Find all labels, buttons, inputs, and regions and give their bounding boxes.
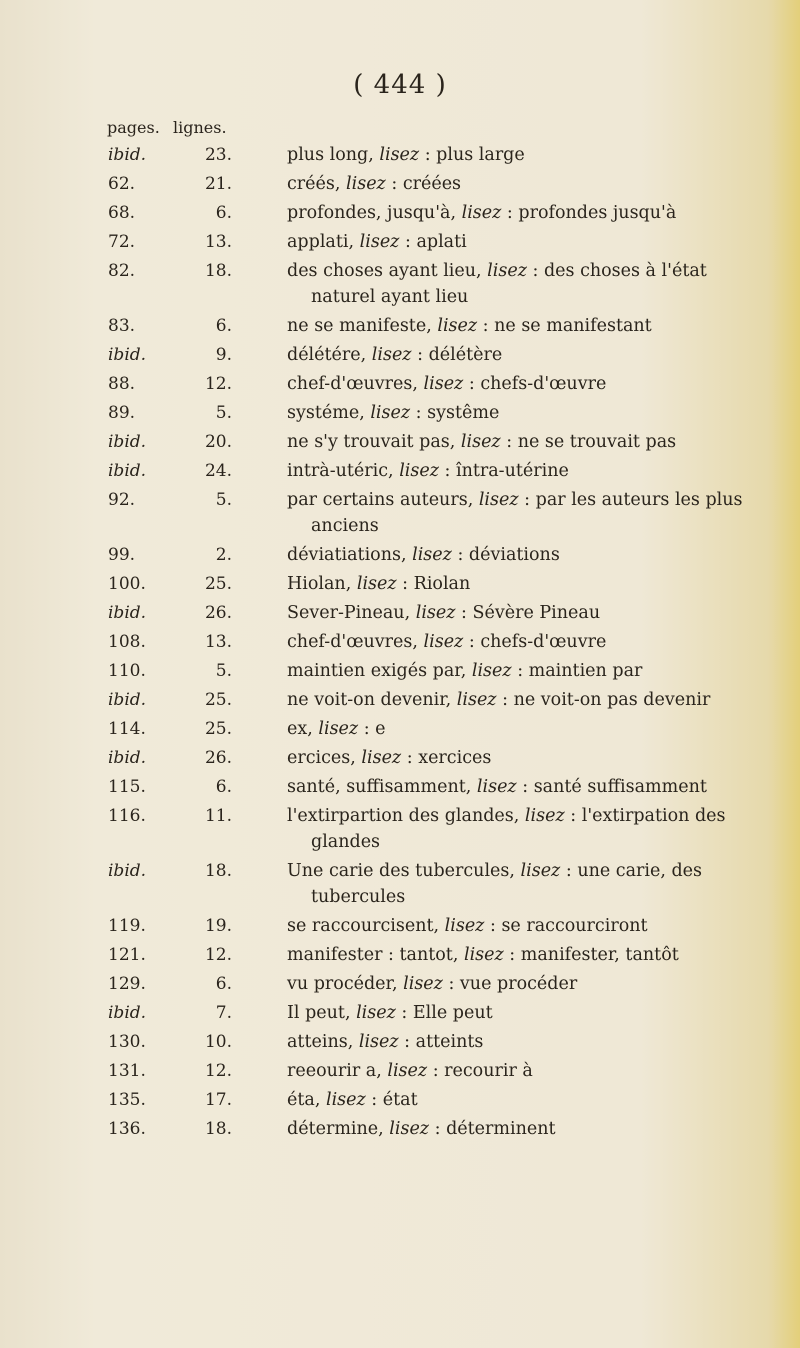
errata-line: 5 . (188, 487, 232, 513)
errata-page: 135. (108, 1090, 146, 1110)
errata-correction: vu procéder, lisez : vue procéder (287, 974, 578, 994)
lisez-label: lisez (478, 490, 519, 510)
errata-right: plus large (436, 145, 525, 165)
errata-correction: atteins, lisez : atteints (287, 1032, 484, 1052)
errata-right: état (382, 1090, 418, 1110)
errata-row (0, 571, 800, 597)
errata-wrong: ne s'y trouvait pas (287, 432, 450, 452)
errata-row (0, 803, 800, 855)
lisez-label: lisez (437, 316, 478, 336)
errata-correction: reeourir a, lisez : recourir à (287, 1061, 533, 1081)
errata-correction: ne s'y trouvait pas, lisez : ne se trouvait pas (287, 432, 677, 452)
lisez-label: lisez (524, 806, 565, 826)
errata-row (0, 429, 800, 455)
errata-correction: détermine, lisez : déterminent (287, 1119, 556, 1139)
errata-wrong: chef-d'œuvres (287, 632, 413, 652)
errata-page: 83. (108, 316, 136, 336)
errata-correction: chef-d'œuvres, lisez : chefs-d'œuvre (287, 632, 607, 652)
errata-line: 25 . (188, 571, 232, 597)
errata-row (0, 458, 800, 484)
errata-line: 6 . (188, 200, 232, 226)
errata-page: 131. (108, 1061, 146, 1081)
lisez-label: lisez (389, 1119, 430, 1139)
errata-right: une carie, des tubercules (311, 861, 703, 907)
errata-line: 9 . (188, 342, 232, 368)
errata-row (0, 542, 800, 568)
errata-line: 6 . (188, 313, 232, 339)
errata-page: 130. (108, 1032, 146, 1052)
errata-line: 25 . (188, 716, 232, 742)
errata-correction: santé, suffisamment, lisez : santé suffisamment (287, 777, 707, 797)
errata-wrong: créés (287, 174, 335, 194)
errata-wrong: délétére (287, 345, 361, 365)
errata-right: chefs-d'œuvre (480, 374, 607, 394)
errata-page: ibid. (108, 861, 147, 881)
errata-row (0, 687, 800, 713)
errata-page: 89. (108, 403, 136, 423)
errata-row (0, 200, 800, 226)
errata-row (0, 258, 800, 310)
errata-right: déterminent (446, 1119, 556, 1139)
lisez-label: lisez (456, 690, 497, 710)
errata-page: ibid. (108, 432, 147, 452)
errata-line: 6 . (188, 774, 232, 800)
errata-page: 114. (108, 719, 146, 739)
errata-row (0, 716, 800, 742)
errata-correction: Sever-Pineau, lisez : Sévère Pineau (287, 603, 601, 623)
lisez-label: lisez (423, 632, 464, 652)
errata-correction: se raccourcisent, lisez : se raccourciront (287, 916, 648, 936)
errata-wrong: vu procéder (287, 974, 392, 994)
errata-line: 6 . (188, 971, 232, 997)
errata-correction: intrà-utéric, lisez : întra-utérine (287, 461, 569, 481)
errata-correction: plus long, lisez : plus large (287, 145, 525, 165)
errata-line: 18 . (188, 1116, 232, 1142)
column-header-pages: pages. (107, 118, 160, 137)
errata-wrong: santé, suffisamment (287, 777, 466, 797)
errata-wrong: des choses ayant lieu (287, 261, 477, 281)
errata-page: 121. (108, 945, 146, 965)
errata-row (0, 313, 800, 339)
errata-line: 23 . (188, 142, 232, 168)
errata-right: créées (402, 174, 462, 194)
errata-row (0, 400, 800, 426)
errata-page: ibid. (108, 461, 147, 481)
errata-row (0, 858, 800, 910)
errata-row (0, 774, 800, 800)
lisez-label: lisez (361, 748, 402, 768)
errata-right: profondes jusqu'à (518, 203, 677, 223)
errata-line: 24 . (188, 458, 232, 484)
errata-page: ibid. (108, 748, 147, 768)
errata-wrong: déviatiations (287, 545, 401, 565)
lisez-label: lisez (399, 461, 439, 481)
errata-wrong: chef-d'œuvres (287, 374, 413, 394)
errata-wrong: Sever-Pineau (287, 603, 405, 623)
errata-right: systême (427, 403, 500, 423)
errata-page: 108. (108, 632, 146, 652)
errata-right: Elle peut (412, 1003, 493, 1023)
errata-wrong: systéme (287, 403, 360, 423)
errata-page: 72. (108, 232, 136, 252)
errata-right: par les auteurs les plus anciens (311, 490, 743, 536)
errata-list (0, 142, 800, 1142)
lisez-label: lisez (356, 1003, 396, 1023)
errata-line: 11 . (188, 803, 232, 829)
errata-wrong: atteins (287, 1032, 348, 1052)
errata-line: 5 . (188, 400, 232, 426)
errata-wrong: Il peut (287, 1003, 345, 1023)
errata-row (0, 913, 800, 939)
lisez-label: lisez (444, 916, 485, 936)
errata-line: 18 . (188, 858, 232, 884)
errata-row (0, 229, 800, 255)
errata-wrong: Hiolan (287, 574, 346, 594)
errata-page: ibid. (108, 1003, 147, 1023)
lisez-label: lisez (370, 403, 411, 423)
lisez-label: lisez (371, 345, 412, 365)
errata-right: ne se trouvait pas (517, 432, 677, 452)
errata-correction: maintien exigés par, lisez : maintien par (287, 661, 643, 681)
lisez-label: lisez (520, 861, 561, 881)
lisez-label: lisez (487, 261, 527, 281)
errata-wrong: manifester : tantot (287, 945, 453, 965)
errata-correction: ne se manifeste, lisez : ne se manifestant (287, 316, 652, 336)
errata-row (0, 371, 800, 397)
errata-right: aplati (416, 232, 467, 252)
column-header-lines: lignes. (173, 118, 227, 137)
lisez-label: lisez (379, 145, 420, 165)
errata-page: 68. (108, 203, 136, 223)
errata-wrong: reeourir a (287, 1061, 377, 1081)
errata-page: 115. (108, 777, 146, 797)
errata-correction: éta, lisez : état (287, 1090, 418, 1110)
errata-line: 13 . (188, 629, 232, 655)
errata-wrong: ne se manifeste (287, 316, 427, 336)
errata-right: vue procéder (459, 974, 578, 994)
errata-right: des choses à l'état naturel ayant lieu (311, 261, 707, 307)
errata-right: ne se manifestant (494, 316, 652, 336)
errata-row (0, 1058, 800, 1084)
lisez-label: lisez (471, 661, 512, 681)
errata-page: ibid. (108, 690, 147, 710)
lisez-label: lisez (356, 574, 397, 594)
errata-page: ibid. (108, 603, 147, 623)
errata-row (0, 971, 800, 997)
lisez-label: lisez (318, 719, 359, 739)
errata-line: 26 . (188, 745, 232, 771)
errata-line: 13 . (188, 229, 232, 255)
errata-page: 82. (108, 261, 136, 281)
errata-right: santé suffisamment (533, 777, 707, 797)
errata-page: 99. (108, 545, 136, 565)
errata-right: Riolan (413, 574, 471, 594)
errata-line: 19 . (188, 913, 232, 939)
errata-page: 136. (108, 1119, 146, 1139)
errata-row (0, 745, 800, 771)
lisez-label: lisez (415, 603, 456, 623)
errata-right: întra-utérine (455, 461, 569, 481)
errata-correction: par certains auteurs, lisez : par les auteurs les plus anciens (287, 490, 743, 536)
errata-right: délétère (428, 345, 503, 365)
errata-wrong: plus long (287, 145, 369, 165)
errata-right: Sévère Pineau (472, 603, 601, 623)
errata-wrong: éta (287, 1090, 315, 1110)
lisez-label: lisez (403, 974, 443, 994)
errata-correction: ex, lisez : e (287, 719, 386, 739)
errata-page: ibid. (108, 345, 147, 365)
lisez-label: lisez (423, 374, 464, 394)
errata-page: ibid. (108, 145, 147, 165)
errata-wrong: ercices (287, 748, 351, 768)
errata-line: 12 . (188, 371, 232, 397)
errata-right: déviations (468, 545, 560, 565)
errata-right: xercices (418, 748, 492, 768)
errata-correction: ercices, lisez : xercices (287, 748, 492, 768)
errata-correction: Une carie des tubercules, lisez : une carie, des tubercules (287, 861, 703, 907)
errata-line: 20 . (188, 429, 232, 455)
errata-line: 10 . (188, 1029, 232, 1055)
errata-wrong: ex (287, 719, 308, 739)
errata-row (0, 942, 800, 968)
lisez-label: lisez (460, 432, 501, 452)
errata-right: chefs-d'œuvre (480, 632, 607, 652)
errata-right: se raccourciront (501, 916, 648, 936)
lisez-label: lisez (461, 203, 502, 223)
errata-page: 88. (108, 374, 136, 394)
errata-correction: chef-d'œuvres, lisez : chefs-d'œuvre (287, 374, 607, 394)
lisez-label: lisez (359, 232, 400, 252)
errata-line: 21 . (188, 171, 232, 197)
errata-wrong: détermine (287, 1119, 379, 1139)
errata-wrong: ne voit-on devenir (287, 690, 446, 710)
errata-line: 17 . (188, 1087, 232, 1113)
errata-line: 12 . (188, 1058, 232, 1084)
errata-line: 26 . (188, 600, 232, 626)
errata-correction: déviatiations, lisez : déviations (287, 545, 560, 565)
errata-page: 116. (108, 806, 146, 826)
errata-correction: applati, lisez : aplati (287, 232, 467, 252)
errata-line: 12 . (188, 942, 232, 968)
errata-row (0, 1029, 800, 1055)
errata-correction: ne voit-on devenir, lisez : ne voit-on pas devenir (287, 690, 711, 710)
errata-row (0, 342, 800, 368)
errata-correction: profondes, jusqu'à, lisez : profondes jusqu'à (287, 203, 677, 223)
errata-row (0, 629, 800, 655)
errata-correction: Il peut, lisez : Elle peut (287, 1003, 493, 1023)
errata-row (0, 142, 800, 168)
errata-correction: systéme, lisez : systême (287, 403, 500, 423)
errata-wrong: Une carie des tubercules (287, 861, 510, 881)
errata-right: ne voit-on pas devenir (513, 690, 711, 710)
errata-row (0, 600, 800, 626)
lisez-label: lisez (412, 545, 452, 565)
lisez-label: lisez (463, 945, 504, 965)
errata-wrong: l'extirpartion des glandes (287, 806, 514, 826)
errata-line: 5 . (188, 658, 232, 684)
errata-row (0, 171, 800, 197)
errata-row (0, 487, 800, 539)
page-number: ( 444 ) (353, 70, 447, 100)
errata-line: 2 . (188, 542, 232, 568)
errata-line: 7 . (188, 1000, 232, 1026)
errata-correction: Hiolan, lisez : Riolan (287, 574, 471, 594)
lisez-label: lisez (346, 174, 386, 194)
errata-page: 62. (108, 174, 136, 194)
lisez-label: lisez (476, 777, 517, 797)
errata-row (0, 658, 800, 684)
errata-right: maintien par (528, 661, 643, 681)
errata-wrong: intrà-utéric (287, 461, 389, 481)
errata-wrong: se raccourcisent (287, 916, 434, 936)
errata-right: l'extirpation des glandes (311, 806, 726, 852)
errata-wrong: applati (287, 232, 349, 252)
errata-correction: délétére, lisez : délétère (287, 345, 503, 365)
errata-page: 92. (108, 490, 136, 510)
errata-correction: manifester : tantot, lisez : manifester, tantôt (287, 945, 679, 965)
errata-right: e (375, 719, 386, 739)
lisez-label: lisez (325, 1090, 366, 1110)
errata-row (0, 1087, 800, 1113)
errata-right: atteints (415, 1032, 484, 1052)
errata-wrong: maintien exigés par (287, 661, 461, 681)
errata-line: 18 . (188, 258, 232, 284)
errata-right: recourir à (444, 1061, 533, 1081)
lisez-label: lisez (358, 1032, 399, 1052)
errata-page: 129. (108, 974, 146, 994)
errata-correction: l'extirpartion des glandes, lisez : l'extirpation des glandes (287, 806, 726, 852)
errata-right: manifester, tantôt (520, 945, 679, 965)
errata-line: 25 . (188, 687, 232, 713)
errata-page: 119. (108, 916, 146, 936)
errata-row (0, 1000, 800, 1026)
errata-row (0, 1116, 800, 1142)
errata-wrong: profondes, jusqu'à (287, 203, 451, 223)
errata-wrong: par certains auteurs (287, 490, 468, 510)
errata-page: 110. (108, 661, 146, 681)
errata-correction: créés, lisez : créées (287, 174, 462, 194)
errata-page: 100. (108, 574, 146, 594)
lisez-label: lisez (387, 1061, 428, 1081)
errata-correction: des choses ayant lieu, lisez : des choses à l'état naturel ayant lieu (287, 261, 707, 307)
